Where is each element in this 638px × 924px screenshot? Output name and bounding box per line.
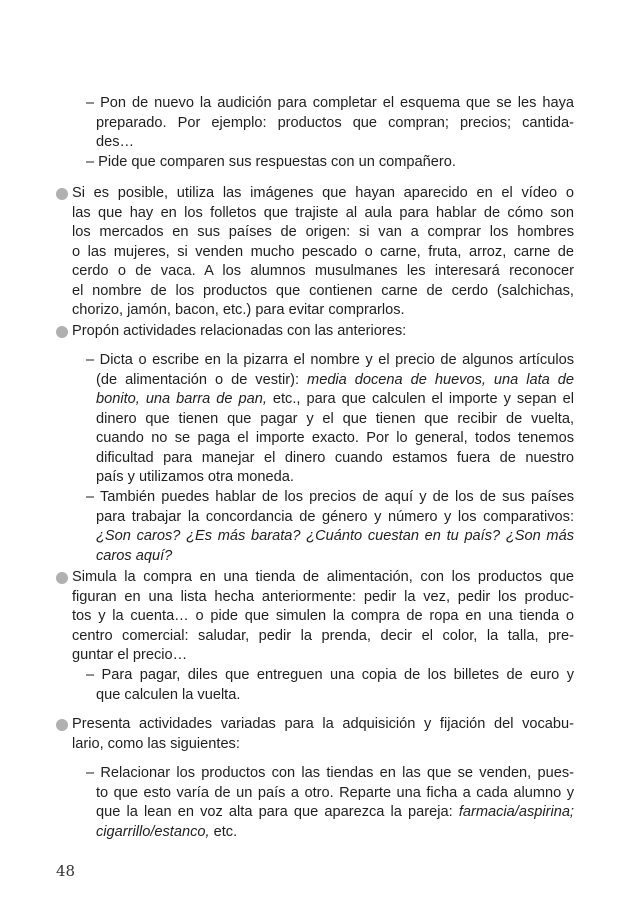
text-run: – Dicta o escribe en la pizarra el nombre y el precio de algunos artículos <box>86 352 574 368</box>
dash-item <box>56 488 574 566</box>
text-line <box>56 133 574 153</box>
text-run: Simula la compra en una tienda de alimentación, con los productos que <box>72 569 574 585</box>
text-line <box>56 784 574 804</box>
text-line <box>56 351 574 371</box>
text-run: – También puedes hablar de los precios de aquí y de los de sus países <box>86 489 574 505</box>
text-line <box>56 301 574 321</box>
text-run: dificultad para manejar el dinero cuando estamos fuera de nuestro <box>96 449 574 466</box>
text-line <box>56 371 574 391</box>
dash-item <box>56 153 574 173</box>
text-run: los mercados en sus países de origen: si van a comprar los hombres <box>72 224 574 240</box>
text-run: to que esto varía de un país a otro. Reparte una ficha a cada alumno y <box>96 784 574 801</box>
bullet-paragraph <box>56 322 574 342</box>
text-run: Si es posible, utiliza las imágenes que hayan aparecido en el vídeo o <box>72 185 574 201</box>
text-line <box>56 508 574 528</box>
text-run: Propón actividades relacionadas con las anteriores: <box>72 323 407 339</box>
italic-text: ¿Son caros? ¿Es más barata? ¿Cuánto cuestan en tu país? ¿Son más <box>96 528 574 544</box>
text-line <box>56 114 574 134</box>
text-line <box>56 823 574 843</box>
text-run: etc. <box>209 823 238 840</box>
text-line <box>56 449 574 469</box>
text-line <box>56 243 574 263</box>
italic-text: bonito, una barra de pan, <box>96 391 267 407</box>
italic-text: media docena de huevos, una lata de <box>307 371 574 388</box>
text-line <box>56 735 574 755</box>
text-run: centro comercial: saludar, pedir la prenda, decir el color, la talla, pre- <box>72 627 574 644</box>
text-line <box>56 568 574 588</box>
italic-text: farmacia/aspirina; <box>458 804 574 820</box>
bullet-dot-icon <box>56 572 68 584</box>
text-line <box>56 390 574 410</box>
text-run: guntar el precio… <box>72 647 188 663</box>
text-run: que la lean en voz alta para que aparezca la pareja: <box>96 804 459 820</box>
text-line <box>56 204 574 224</box>
text-line <box>56 153 574 173</box>
text-run: país y utilizamos otra moneda. <box>96 469 294 485</box>
text-run: – Pide que comparen sus respuestas con un compañero. <box>86 154 456 170</box>
dash-item <box>56 94 574 153</box>
text-run: – Para pagar, diles que entreguen una copia de los billetes de euro y <box>86 667 574 683</box>
text-line <box>56 410 574 430</box>
text-line <box>56 468 574 488</box>
text-line <box>56 764 574 784</box>
text-line <box>56 429 574 449</box>
text-run: – Pon de nuevo la audición para completar el esquema que se les haya <box>86 95 574 111</box>
text-line <box>56 527 574 547</box>
text-line <box>56 715 574 735</box>
italic-text: caros aquí? <box>96 547 173 564</box>
text-run: el nombre de los productos que contienen carne de cerdo (salchichas, <box>72 282 574 299</box>
bullet-paragraph <box>56 715 574 754</box>
text-run: preparado. Por ejemplo: productos que compran; precios; cantida- <box>96 114 574 131</box>
text-run: dinero que tienen que pagar y el que tienen que recibir de vuelta, <box>96 410 574 427</box>
text-line <box>56 262 574 282</box>
bullet-paragraph <box>56 568 574 666</box>
bullet-dot-icon <box>56 326 68 338</box>
text-run: tos y la cuenta… o pide que simulen la compra de ropa en una tienda o <box>72 608 574 624</box>
text-line <box>56 686 574 706</box>
text-line <box>56 94 574 114</box>
text-run: que calculen la vuelta. <box>96 686 241 703</box>
dash-item <box>56 351 574 488</box>
text-run: des… <box>96 134 135 150</box>
dash-item <box>56 764 574 842</box>
bullet-dot-icon <box>56 719 68 731</box>
text-line <box>56 607 574 627</box>
text-line <box>56 588 574 608</box>
text-run: para trabajar la concordancia de género y número y los comparativos: <box>96 508 574 525</box>
text-line <box>56 646 574 666</box>
text-run: cuando no se paga el importe exacto. Por lo general, todos tenemos <box>96 430 574 446</box>
text-line <box>56 547 574 567</box>
bullet-paragraph <box>56 184 574 321</box>
text-run: chorizo, jamón, bacon, etc.) para evitar comprarlos. <box>72 302 405 318</box>
text-line <box>56 282 574 302</box>
text-run: o las mujeres, si venden mucho pescado o carne, fruta, arroz, carne de <box>72 243 574 260</box>
text-line <box>56 223 574 243</box>
text-line <box>56 488 574 508</box>
text-line <box>56 322 574 342</box>
dash-item <box>56 666 574 705</box>
text-run: cerdo o de vaca. A los alumnos musulmanes les interesará reconocer <box>72 263 574 279</box>
italic-text: cigarrillo/estanco, <box>96 823 210 840</box>
text-run: etc., para que calculen el importe y sepan el <box>266 391 574 407</box>
text-run: las que hay en los folletos que trajiste al aula para hablar de cómo son <box>72 204 574 221</box>
text-line <box>56 666 574 686</box>
text-run: – Relacionar los productos con las tiendas en las que se venden, pues- <box>86 765 574 781</box>
text-line <box>56 184 574 204</box>
bullet-dot-icon <box>56 188 68 200</box>
text-run: figuran en una lista hecha anteriormente: pedir la vez, pedir los produc- <box>72 588 574 605</box>
page-number: 48 <box>56 862 76 880</box>
text-run: lario, como las siguientes: <box>72 735 240 752</box>
text-run: (de alimentación o de vestir): <box>96 371 308 388</box>
text-run: Presenta actividades variadas para la adquisición y fijación del vocabu- <box>72 716 574 732</box>
text-line <box>56 627 574 647</box>
text-line <box>56 803 574 823</box>
